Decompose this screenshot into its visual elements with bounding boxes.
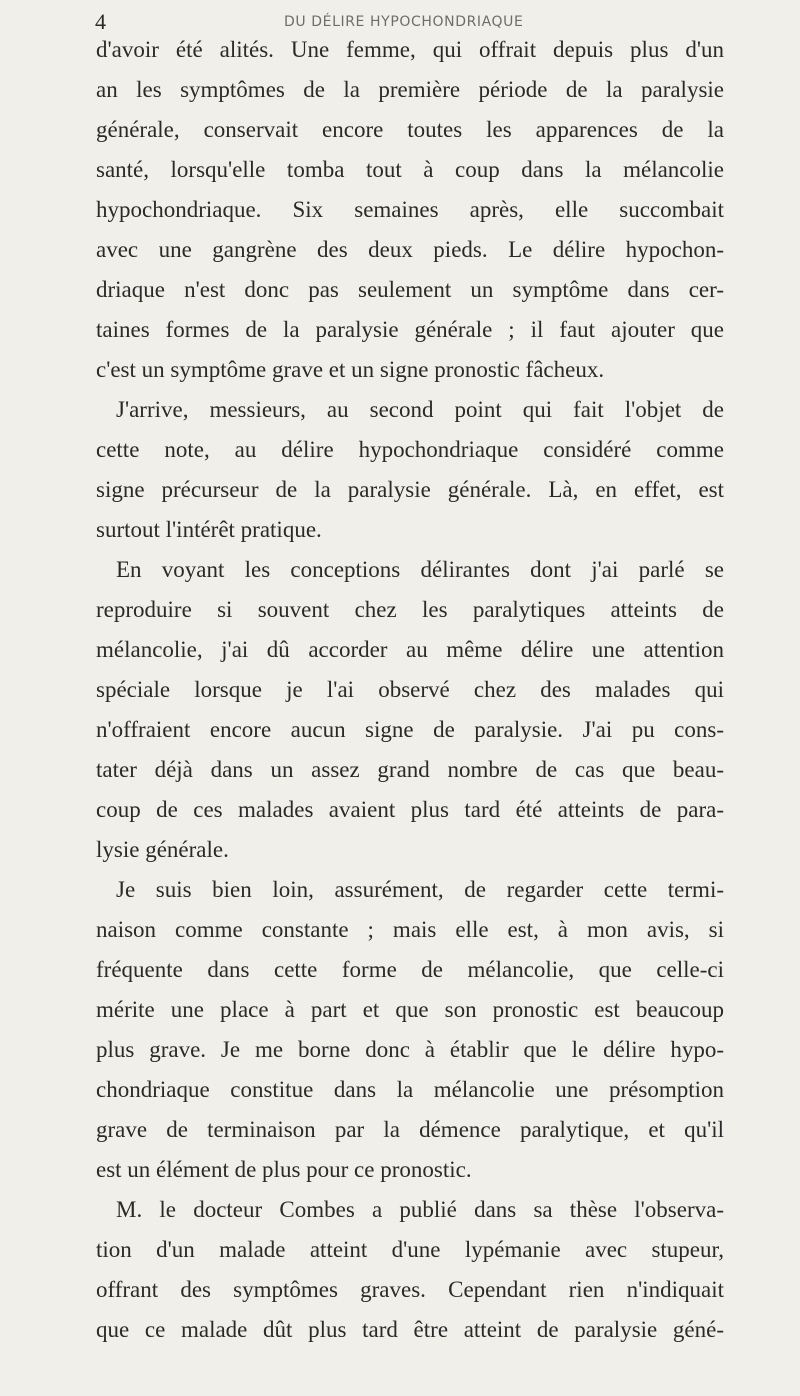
text-line: mélancolie, j'ai dû accorder au même délire une attention [96, 637, 724, 662]
page-number: 4 [95, 9, 106, 34]
text-line: hypochondriaque. Six semaines après, elle succombait [96, 197, 724, 222]
text-line: reproduire si souvent chez les paralytiques atteints de [96, 597, 724, 622]
text-line: tater déjà dans un assez grand nombre de cas que beau- [96, 757, 724, 782]
body-text [96, 30, 724, 1350]
text-line: santé, lorsqu'elle tomba tout à coup dans la mélancolie [96, 157, 724, 182]
text-line: d'avoir été alités. Une femme, qui offrait depuis plus d'un [96, 37, 724, 62]
text-line: signe précurseur de la paralysie générale. Là, en effet, est [96, 477, 724, 502]
text-line: chondriaque constitue dans la mélancolie une présomption [96, 1077, 724, 1102]
text-line: fréquente dans cette forme de mélancolie, que celle-ci [96, 957, 724, 982]
text-line: plus grave. Je me borne donc à établir que le délire hypo- [96, 1037, 724, 1062]
text-line: offrant des symptômes graves. Cependant rien n'indiquait [96, 1277, 724, 1302]
text-line: n'offraient encore aucun signe de paralysie. J'ai pu cons- [96, 717, 724, 742]
text-line: surtout l'intérêt pratique. [96, 517, 322, 542]
paragraph-first-line: Je suis bien loin, assurément, de regarder cette termi- [116, 877, 724, 902]
text-line: spéciale lorsque je l'ai observé chez des malades qui [96, 677, 724, 702]
text-line: c'est un symptôme grave et un signe pronostic fâcheux. [96, 357, 605, 382]
text-line: lysie générale. [96, 837, 229, 862]
running-title: DU DÉLIRE HYPOCHONDRIAQUE [284, 14, 524, 30]
text-line: naison comme constante ; mais elle est, à mon avis, si [96, 917, 724, 942]
text-line: avec une gangrène des deux pieds. Le délire hypochon- [96, 237, 724, 262]
text-line: grave de terminaison par la démence paralytique, et qu'il [96, 1117, 724, 1142]
text-line: driaque n'est donc pas seulement un symptôme dans cer- [96, 277, 724, 302]
text-line: générale, conservait encore toutes les apparences de la [96, 117, 724, 142]
text-line: coup de ces malades avaient plus tard été atteints de para- [96, 797, 724, 822]
paragraph-first-line: J'arrive, messieurs, au second point qui fait l'objet de [116, 397, 724, 422]
text-line: est un élément de plus pour ce pronostic. [96, 1157, 472, 1182]
paragraph-first-line: M. le docteur Combes a publié dans sa thèse l'observa- [116, 1197, 724, 1222]
text-line: an les symptômes de la première période de la paralysie [96, 77, 724, 102]
text-line: taines formes de la paralysie générale ; il faut ajouter que [96, 317, 724, 342]
text-line: mérite une place à part et que son pronostic est beaucoup [96, 997, 724, 1022]
paragraph-first-line: En voyant les conceptions délirantes dont j'ai parlé se [116, 557, 724, 582]
text-line: tion d'un malade atteint d'une lypémanie avec stupeur, [96, 1237, 724, 1262]
text-line: cette note, au délire hypochondriaque considéré comme [96, 437, 724, 462]
text-line: que ce malade dût plus tard être atteint de paralysie géné- [96, 1317, 724, 1342]
